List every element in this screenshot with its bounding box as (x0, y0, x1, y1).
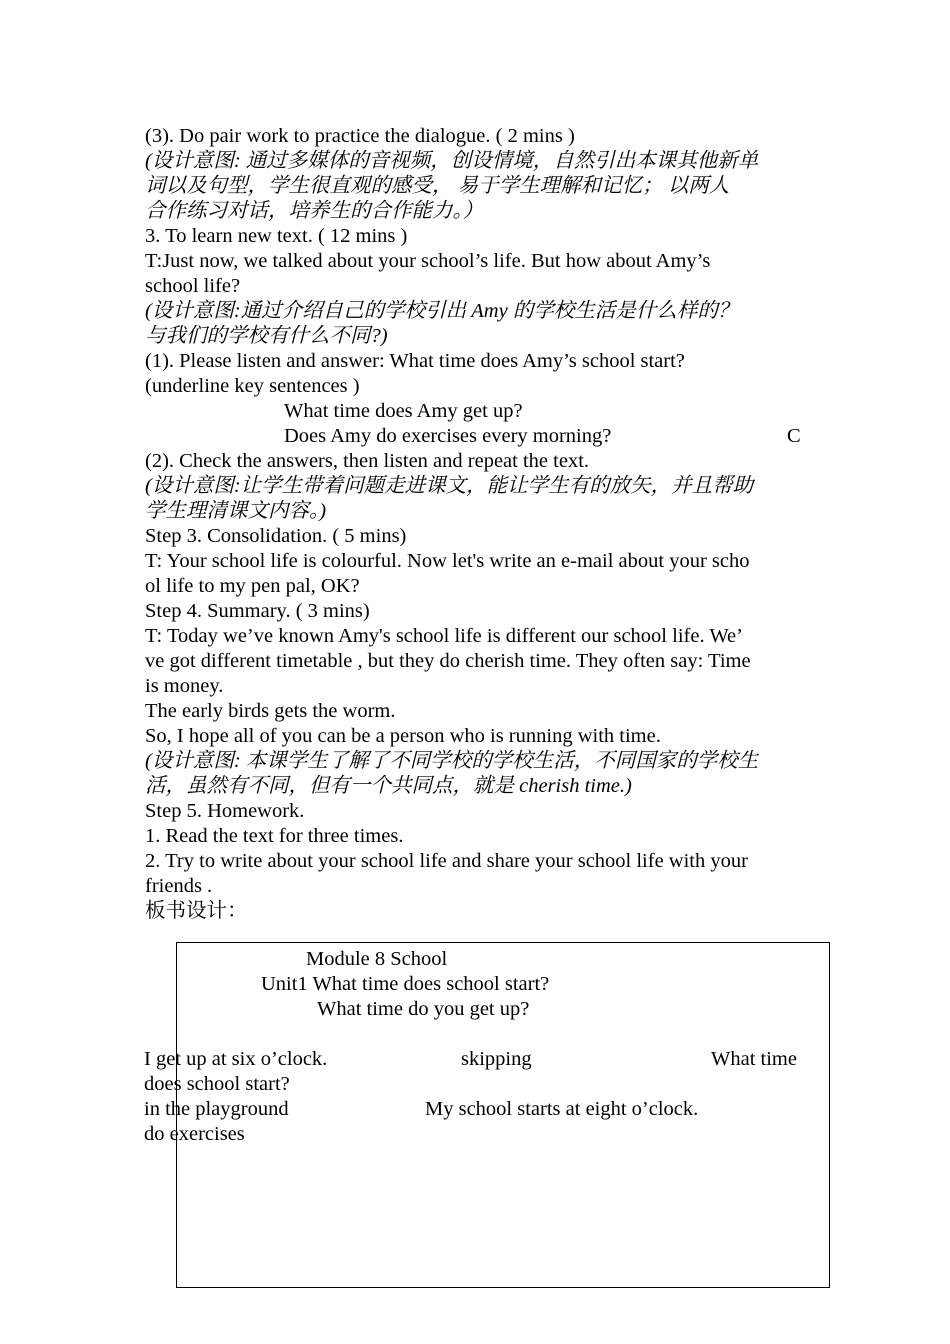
text-line: (underline key sentences ) (145, 375, 360, 397)
text-line: is money. (145, 675, 224, 697)
step-heading: Step 5. Homework. (145, 800, 305, 822)
design-intent-line: (设计意图:让学生带着问题走进课文，能让学生有的放矢，并且帮助 (145, 475, 754, 497)
design-intent-line: (设计意图: 通过多媒体的音视频，创设情境，自然引出本课其他新单 (145, 150, 759, 172)
text-line: (2). Check the answers, then listen and repeat the text. (145, 450, 590, 472)
text-line: school life? (145, 275, 241, 297)
board-phrase: What time (711, 1048, 797, 1070)
text-line: ol life to my pen pal, OK? (145, 575, 360, 597)
design-intent-line: (设计意图: 本课学生了解了不同学校的学校生活，不同国家的学校生 (145, 750, 759, 772)
text-line: The early birds gets the worm. (145, 700, 396, 722)
board-phrase: I get up at six o’clock. (144, 1048, 328, 1070)
text-line: (1). Please listen and answer: What time does Amy’s school start? (145, 350, 685, 372)
board-phrase: does school start? (144, 1073, 290, 1095)
text-line: ve got different timetable , but they do cherish time. They often say: Time (145, 650, 751, 672)
design-intent-line: 词以及句型，学生很直观的感受， 易于学生理解和记忆； 以两人 (145, 175, 730, 197)
board-design-heading: 板书设计： (145, 900, 248, 922)
board-phrase: skipping (461, 1048, 532, 1070)
board-phrase: My school starts at eight o’clock. (425, 1098, 699, 1120)
board-phrase: do exercises (144, 1123, 245, 1145)
design-intent-line: 合作练习对话，培养生的合作能力。） (145, 200, 484, 222)
homework-item: 1. Read the text for three times. (145, 825, 404, 847)
board-title-unit: Unit1 What time does school start? (261, 973, 550, 995)
text-line: 3. To learn new text. ( 12 mins ) (145, 225, 408, 247)
step-heading: Step 3. Consolidation. ( 5 mins) (145, 525, 407, 547)
design-intent-line: 活，虽然有不同，但有一个共同点，就是 cherish time.) (145, 775, 632, 797)
board-title-module: Module 8 School (306, 948, 448, 970)
question-line: Does Amy do exercises every morning? (284, 425, 612, 447)
text-line: T: Today we’ve known Amy's school life is different our school life. We’ (145, 625, 743, 647)
text-line: T: Your school life is colourful. Now let's write an e-mail about your scho (145, 550, 750, 572)
text-line: T:Just now, we talked about your school’s life. But how about Amy’s (145, 250, 711, 272)
homework-item: 2. Try to write about your school life and share your school life with your (145, 850, 748, 872)
design-intent-line: (设计意图:通过介绍自己的学校引出 Amy 的学校生活是什么样的？ (145, 300, 739, 322)
text-line: So, I hope all of you can be a person who is running with time. (145, 725, 661, 747)
design-intent-line: 学生理清课文内容。) (145, 500, 327, 522)
step-heading: Step 4. Summary. ( 3 mins) (145, 600, 370, 622)
board-subtitle: What time do you get up? (317, 998, 530, 1020)
question-line: What time does Amy get up? (284, 400, 523, 422)
text-line: friends . (145, 875, 213, 897)
board-phrase: in the playground (144, 1098, 289, 1120)
stray-letter: C (787, 425, 801, 447)
design-intent-line: 与我们的学校有什么不同?) (145, 325, 388, 347)
text-line: (3). Do pair work to practice the dialogue. ( 2 mins ) (145, 125, 575, 147)
